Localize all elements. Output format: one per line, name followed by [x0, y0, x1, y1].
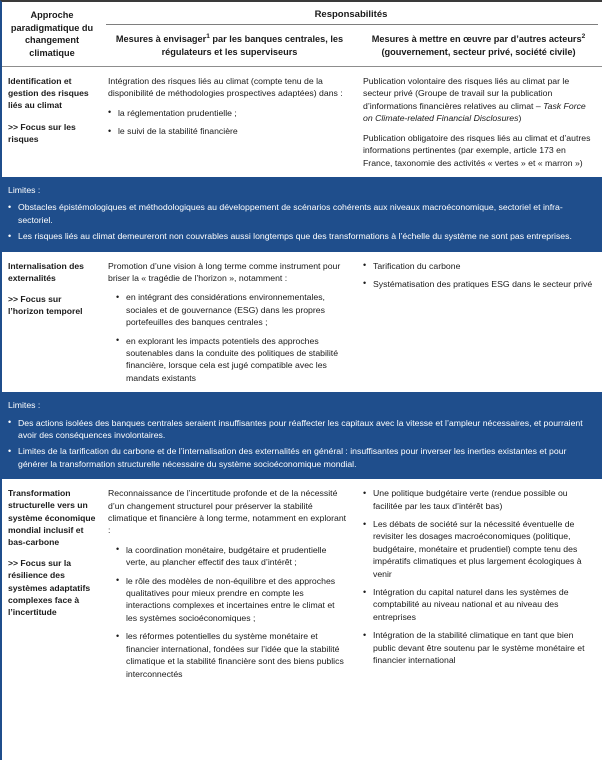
list-item: • Systématisation des pratiques ESG dans le secteur privé — [363, 278, 594, 290]
list-item: • en intégrant des considérations environnementales, sociales et de gouvernance (ESG) dans les propres portefeuilles des banques centrales ; — [116, 291, 347, 328]
row-1-mesures-autres-cell — [357, 67, 602, 177]
row-3-approche-cell — [2, 479, 102, 626]
footnote-marker-1: 1 — [206, 33, 210, 40]
limites-band-1 — [0, 177, 602, 252]
row-2-mesures-bc-list — [108, 291, 347, 384]
list-item: • le rôle des modèles de non-équilibre et des approches qualitatives pour mieux prendre en compte les interactions complexes et incertaines entre le climat et les systèmes socioéconomiques ; — [116, 575, 347, 625]
header-col-mesures-banques-centrales — [102, 25, 357, 64]
row-3-approche-focus: >> Focus sur la résilience des systèmes adaptatifs complexes face à l’incertitude — [8, 558, 91, 618]
row-1-para-2: Publication obligatoire des risques liés au climat et d’autres informations pertinentes (par exemple, article 173 en France, taxonomie des activités « vertes » et « marron ») — [363, 132, 591, 168]
header-col-b-text-pre: Mesures à envisager — [115, 34, 207, 45]
row-3-mesures-autres-cell — [357, 479, 602, 674]
row-1-para-1-post: ) — [518, 113, 522, 124]
row-2-approche-focus: >> Focus sur l’horizon temporel — [8, 293, 83, 317]
header-col-c-text-pre: Mesures à mettre en œuvre par d’autres acteurs — [371, 34, 582, 45]
list-item: • Des actions isolées des banques centrales seraient insuffisantes pour réaffecter les capitaux avec la vitesse et l’ampleur nécessaires, et pourraient avoir des conséquences involontaires. — [8, 417, 592, 442]
row-2-mesures-autres-cell — [357, 252, 602, 299]
row-2-approche-title: Internalisation des externalités — [8, 260, 84, 283]
table-row — [2, 252, 602, 393]
header-col-b-text-post: par les banques centrales, les régulateurs et les superviseurs — [161, 34, 344, 57]
header-col-c-text-post: (gouvernement, secteur privé, société civile) — [381, 46, 576, 57]
footnote-marker-2: 2 — [581, 33, 586, 40]
list-item: • les réformes potentielles du système monétaire et financier international, fondées sur l’idée que la stabilité climatique et la stabilité financière sont des biens publics interconnectés — [116, 630, 347, 680]
row-2-mesures-bc-intro: Promotion d’une vision à long terme comme instrument pour briser la « tragédie de l’horizon », notamment : — [108, 260, 341, 283]
limites-list-1 — [8, 201, 592, 242]
header-subcolumns — [102, 25, 600, 64]
list-item: • Les débats de société sur la nécessité éventuelle de revisiter les dosages macroéconomiques (politique, budgétaire, monétaire et prudentiel) compte tenu des impératifs climatiques et plus largement écologiques à venir — [363, 518, 594, 580]
list-item: • le suivi de la stabilité financière — [108, 125, 347, 137]
limites-label-1: Limites : — [8, 184, 41, 195]
row-1-para-1-italic: Task Force on Climate-related Financial Disclosures — [363, 100, 586, 124]
row-2-mesures-autres-list — [363, 260, 594, 291]
row-3-approche-title: Transformation structurelle vers un système économique mondial inclusif et bas-carbone — [8, 488, 96, 548]
list-item: • Les risques liés au climat demeureront non couvrables aussi longtemps que des transformations à l’échelle du système ne sont pas entreprises. — [8, 230, 592, 242]
header-col-mesures-autres-acteurs — [357, 25, 600, 64]
list-item: • Une politique budgétaire verte (rendue possible ou facilitée par les taux d’intérêt bas) — [363, 487, 594, 512]
header-responsabilites-group — [102, 5, 602, 64]
row-2-mesures-bc-cell — [102, 252, 357, 393]
row-2-approche-cell — [2, 252, 102, 326]
list-item: • la réglementation prudentielle ; — [108, 107, 347, 119]
table-row — [2, 479, 602, 688]
list-item: • Tarification du carbone — [363, 260, 594, 272]
header-col-approche: Approche paradigmatique du changement climatique — [10, 10, 94, 58]
row-1-mesures-bc-cell — [102, 67, 357, 146]
row-1-para-1 — [363, 75, 594, 125]
list-item: • Intégration de la stabilité climatique en tant que bien public devant être soutenu par le système monétaire et financier international — [363, 629, 594, 666]
row-3-mesures-bc-list — [108, 544, 347, 680]
row-3-mesures-autres-list — [363, 487, 594, 666]
list-item: • Intégration du capital naturel dans les systèmes de comptabilité au niveau national et au niveau des entreprises — [363, 586, 594, 623]
table-header — [2, 2, 602, 64]
row-1-approche-title: Identification et gestion des risques liés au climat — [8, 76, 89, 111]
row-3-mesures-bc-cell — [102, 479, 357, 688]
row-1-approche-focus: >> Focus sur les risques — [8, 121, 76, 144]
row-1-mesures-bc-list — [108, 107, 347, 138]
list-item: • Limites de la tarification du carbone et de l’internalisation des externalités en général : insuffisantes pour inverser les inerties existantes et pour générer la transformation structurelle nécessaire du système socioéconomique mondial. — [8, 445, 592, 470]
row-3-mesures-bc-intro: Reconnaissance de l’incertitude profonde et de la nécessité d’un changement structurel pour préserver la stabilité climatique et financière à long terme, notamment en explorant : — [108, 488, 347, 536]
limites-list-2 — [8, 417, 592, 471]
limites-band-2 — [0, 392, 602, 479]
list-item: • Obstacles épistémologiques et méthodologiques au développement de scénarios cohérents aux niveaux macroéconomique, sectoriel et infra-sectoriel. — [8, 201, 592, 226]
row-1-approche-cell — [2, 67, 102, 153]
list-item: • la coordination monétaire, budgétaire et prudentielle verte, au plancher effectif des taux d’intérêt ; — [116, 544, 347, 569]
table-row — [2, 67, 602, 177]
row-1-mesures-bc-intro: Intégration des risques liés au climat (compte tenu de la disponibilité de méthodologies prospectives adaptées) dans : — [108, 76, 343, 99]
header-responsabilites: Responsabilités — [314, 9, 388, 20]
limites-label-2: Limites : — [8, 400, 41, 411]
list-item: • en explorant les impacts potentiels des approches soutenables dans la conduite des politiques de stabilité financière, lorsque cela est jugé compatible avec les mandats existants — [116, 335, 347, 385]
row-1-para-1-pre: Publication volontaire des risques liés au climat par le secteur privé (Groupe de travail sur la publication d’informations financières relatives au climat – — [363, 76, 570, 111]
